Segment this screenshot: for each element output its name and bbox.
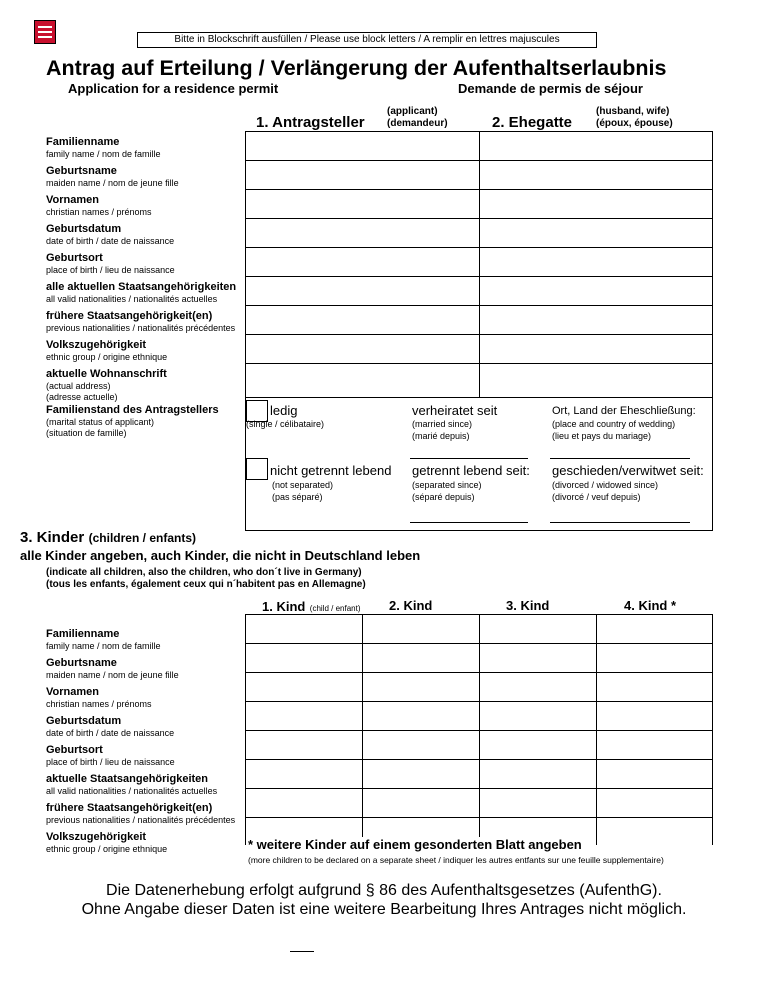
child-label-date-of-birth: Geburtsdatum date of birth / date de naissance [46,715,175,738]
form-title: Antrag auf Erteilung / Verlängerung der Aufenthaltserlaubnis [46,56,667,80]
divorced-sub-en: (divorced / widowed since) [552,480,659,490]
child-2-heading: 2. Kind [389,598,433,613]
label-nationalities: alle aktuellen Staatsangehörigkeiten all valid nationalities / nationalités actuelles [46,281,237,304]
spouse-heading: 2. Ehegatte [492,114,573,131]
wedding-sub-en: (place and country of wedding) [552,419,676,429]
applicant-family-name-field[interactable] [246,132,478,158]
wedding-place-line[interactable] [550,458,690,459]
not-separated-checkbox[interactable] [246,458,268,480]
children-instruction-fr: (tous les enfants, également ceux qui n´habitent pas en Allemagne) [46,579,366,590]
separated-since-line[interactable] [410,522,528,523]
children-heading: 3. Kinder (children / enfants) [20,529,196,546]
divorced-label: geschieden/verwitwet seit: [552,463,704,478]
child-label-place-of-birth: Geburtsort place of birth / lieu de naissance [46,744,175,767]
applicant-note-fr: (demandeur) [387,118,448,129]
label-place-of-birth: Geburtsort place of birth / lieu de naissance [46,252,175,275]
child-label-nationalities: aktuelle Staatsangehörigkeiten all valid nationalities / nationalités actuelles [46,773,218,796]
single-sublabel: (single / célibataire) [246,419,325,429]
married-sub-fr: (marié depuis) [412,431,470,441]
married-sub-en: (married since) [412,419,473,429]
legal-basis-line: Die Datenerhebung erfolgt aufgrund § 86 des Aufenthaltsgesetzes (AufenthG). [106,882,662,899]
separated-sub-en: (separated since) [412,480,482,490]
spouse-family-name-field[interactable] [480,132,712,158]
label-first-names: Vornamen christian names / prénoms [46,194,152,217]
label-date-of-birth: Geburtsdatum date of birth / date de naissance [46,223,175,246]
subtitle-fr: Demande de permis de séjour [458,81,643,96]
form-logo-icon [34,20,56,44]
single-label: ledig [270,403,298,418]
applicant-note-en: (applicant) [387,106,438,117]
subtitle-en: Application for a residence permit [68,81,279,96]
children-instruction-en: (indicate all children, also the children, who don´t live in Germany) [46,567,362,578]
not-separated-label: nicht getrennt lebend [270,463,392,478]
not-separated-sub-fr: (pas séparé) [272,492,323,502]
children-instruction: alle Kinder angeben, auch Kinder, die nicht in Deutschland leben [20,548,421,563]
married-since-line[interactable] [410,458,528,459]
child-4-heading: 4. Kind * [624,598,677,613]
wedding-place-label: Ort, Land der Eheschließung: [552,405,696,417]
child-label-ethnic-group: Volkszugehörigkeit ethnic group / origine ethnique [46,831,168,854]
more-children-note: * weitere Kinder auf einem gesonderten Blatt angeben [248,837,582,852]
label-previous-nationalities: frühere Staatsangehörigkeit(en) previous nationalities / nationalités précédentes [46,310,236,333]
separated-sub-fr: (séparé depuis) [412,492,475,502]
children-grid [245,614,713,845]
label-marital-status: Familienstand des Antragstellers (marital status of applicant) (situation de famille) [46,404,219,438]
child-label-maiden-name: Geburtsname maiden name / nom de jeune fille [46,657,179,680]
not-separated-sub-en: (not separated) [272,480,334,490]
label-ethnic-group: Volkszugehörigkeit ethnic group / origine ethnique [46,339,168,362]
spouse-note-fr: (époux, épouse) [596,118,673,129]
child-label-previous-nationalities: frühere Staatsangehörigkeit(en) previous nationalities / nationalités précédentes [46,802,236,825]
married-label: verheiratet seit [412,403,498,418]
block-letters-note: Bitte in Blockschrift ausfüllen / Please use block letters / A remplir en lettres majuscules [137,32,597,48]
separated-label: getrennt lebend seit: [412,463,530,478]
wedding-sub-fr: (lieu et pays du mariage) [552,431,652,441]
label-address: aktuelle Wohnanschrift (actual address) (adresse actuelle) [46,368,167,402]
label-family-name: Familienname family name / nom de famille [46,136,161,159]
spouse-note-en: (husband, wife) [596,106,670,117]
child-1-heading: 1. Kind (child / enfant) [262,599,361,614]
divorced-sub-fr: (divorcé / veuf depuis) [552,492,641,502]
child-label-first-names: Vornamen christian names / prénoms [46,686,152,709]
divorced-since-line[interactable] [550,522,690,523]
child-label-family-name: Familienname family name / nom de famille [46,628,161,651]
applicant-heading: 1. Antragsteller [256,114,365,131]
label-maiden-name: Geburtsname maiden name / nom de jeune fille [46,165,179,188]
processing-notice-line: Ohne Angabe dieser Daten ist eine weitere Bearbeitung Ihres Antrages nicht möglich. [81,901,687,918]
more-children-sub: (more children to be declared on a separate sheet / indiquer les autres entfants sur une feuille supplementaire) [248,855,664,865]
child-3-heading: 3. Kind [506,598,550,613]
page-mark [290,951,314,952]
